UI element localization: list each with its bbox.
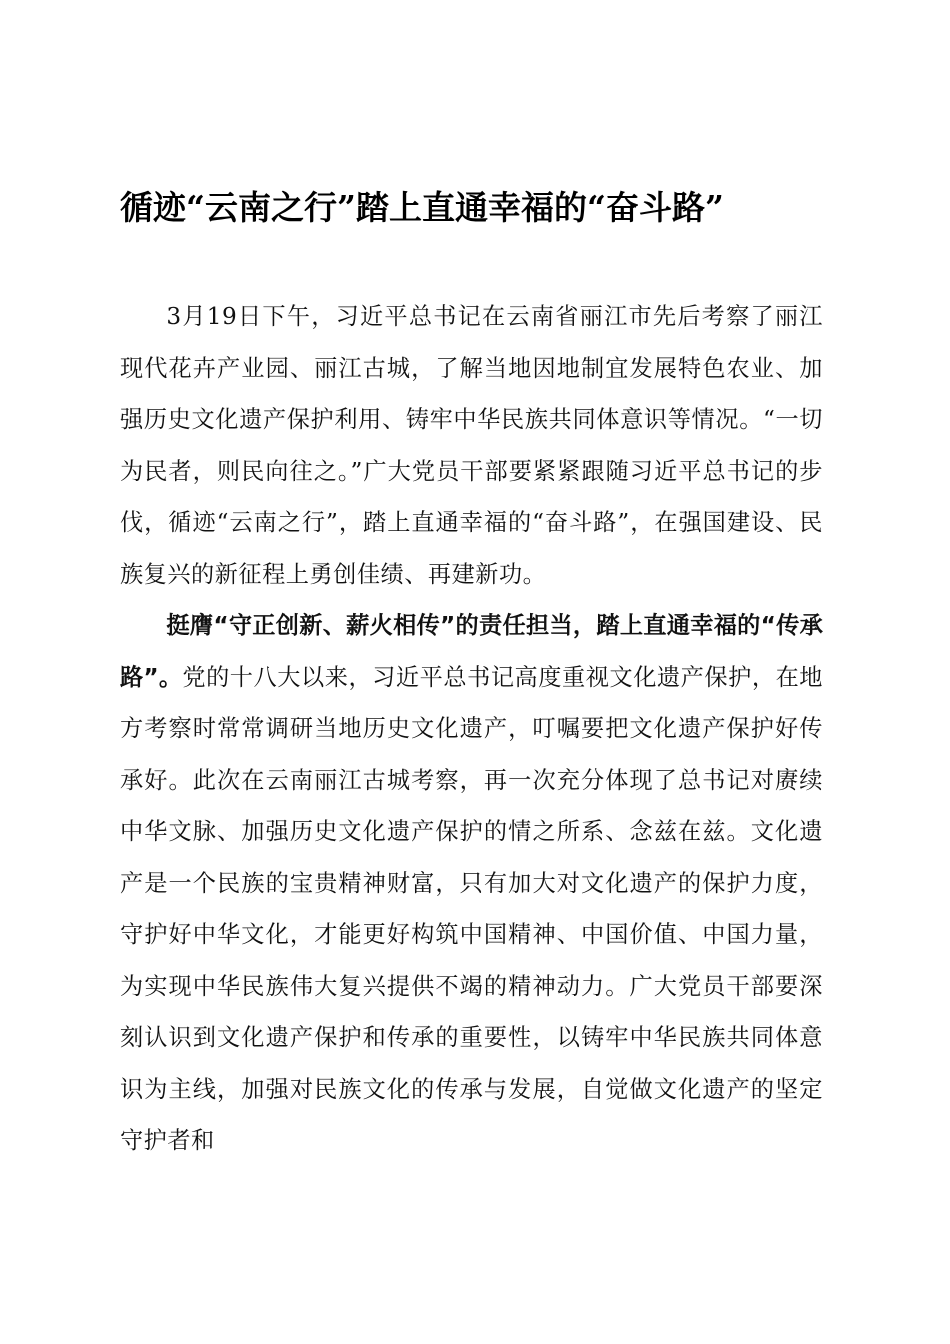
page-title: 循迹“云南之行”踏上直通幸福的“奋斗路” xyxy=(120,188,724,227)
paragraph-2-lead: 挺膺“守正创新、薪火相传”的责任担当，踏上直通幸福的“传承路”。 xyxy=(120,612,823,691)
paragraph-1-text: 3月19日下午，习近平总书记在云南省丽江市先后考察了丽江现代花卉产业园、丽江古城，了解当地因地制宜发展特色农业、加强历史文化遗产保护利用、铸牢中华民族共同体意识等情况。“一切为民者，则民向往之。”广大党员干部要紧紧跟随习近平总书记的步伐，循迹“云南之行”，踏上直通幸福的“奋斗路”，在强国建设、民族复兴的新征程上勇创佳绩、再建新功。 xyxy=(120,303,823,588)
paragraph-1 xyxy=(120,291,823,600)
article-body xyxy=(120,291,823,1167)
paragraph-2 xyxy=(120,600,823,1167)
paragraph-2-text: 党的十八大以来，习近平总书记高度重视文化遗产保护，在地方考察时常常调研当地历史文化遗产，叮嘱要把文化遗产保护好传承好。此次在云南丽江古城考察，再一次充分体现了总书记对赓续中华文脉、加强历史文化遗产保护的情之所系、念兹在兹。文化遗产是一个民族的宝贵精神财富，只有加大对文化遗产的保护力度，守护好中华文化，才能更好构筑中国精神、中国价值、中国力量，为实现中华民族伟大复兴提供不竭的精神动力。广大党员干部要深刻认识到文化遗产保护和传承的重要性，以铸牢中华民族共同体意识为主线，加强对民族文化的传承与发展，自觉做文化遗产的坚定守护者和 xyxy=(120,663,823,1154)
